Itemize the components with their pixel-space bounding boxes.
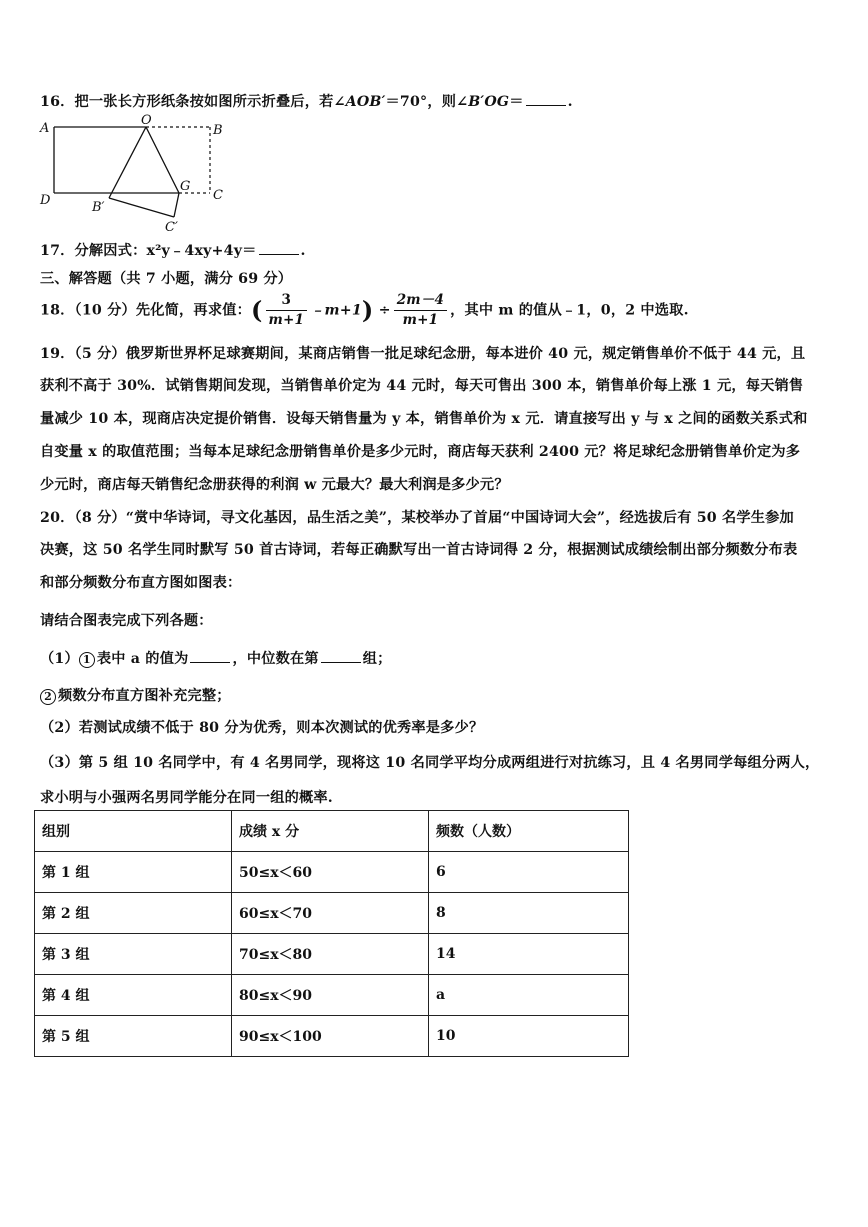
answer-blank xyxy=(259,240,299,255)
table-cell: 6 xyxy=(429,852,629,893)
label-O: O xyxy=(141,113,152,128)
answer-blank xyxy=(190,648,230,663)
circled-number-1: 1 xyxy=(79,652,95,668)
table-row xyxy=(35,934,629,975)
table-header-cell: 组别 xyxy=(35,811,232,852)
answer-blank xyxy=(321,648,361,663)
table-cell: 第 4 组 xyxy=(35,975,232,1016)
answer-blank xyxy=(526,91,566,106)
table-cell: 60≤x＜70 xyxy=(232,893,429,934)
question-17: 17．分解因式：x²y﹣4xy+4y＝ . xyxy=(40,240,306,260)
table-row xyxy=(35,1016,629,1057)
folding-figure xyxy=(34,110,234,234)
edge-OG xyxy=(146,127,179,193)
edge-C2G xyxy=(174,193,179,217)
question-20-line-1: 20．（8 分）“赏中华诗词，寻文化基因，品生活之美”，某校举办了首届“中国诗词大会”，经选拔后有 50 名学生参加 xyxy=(40,510,794,526)
question-19-line-1: 19．（5 分）俄罗斯世界杯足球赛期间，某商店销售一批足球纪念册，每本进价 40 元，规定销售单价不低于 44 元，且 xyxy=(40,346,806,362)
question-18: 18．（10 分）先化简，再求值：( $\frac{3}{m+1}$ ﹣m+1) ÷ $\frac{2m-4}{m+1}$ ，其中 m 的值从﹣1，0，2 中选取. xyxy=(40,292,689,328)
table-cell: 14 xyxy=(429,934,629,975)
edge-B2C2 xyxy=(109,198,174,217)
frequency-table xyxy=(34,810,629,1057)
table-cell: 50≤x＜60 xyxy=(232,852,429,893)
table-cell: 70≤x＜80 xyxy=(232,934,429,975)
question-16: 16．把一张长方形纸条按如图所示折叠后，若∠AOB′＝70°，则∠B′OG＝ . xyxy=(40,91,573,111)
question-20-sub-2: （2）若测试成绩不低于 80 分为优秀，则本次测试的优秀率是多少？ xyxy=(40,720,484,736)
question-20-line-3: 和部分频数分布直方图如图表： xyxy=(40,575,242,591)
table-cell: 8 xyxy=(429,893,629,934)
label-A: A xyxy=(40,121,50,136)
table-cell: 第 3 组 xyxy=(35,934,232,975)
fraction-2: $\frac{2m-4}{m+1}$ xyxy=(394,291,447,330)
label-C: C xyxy=(213,188,223,203)
section-title: 三、解答题（共 7 小题，满分 69 分） xyxy=(40,271,293,287)
question-20-prompt: 请结合图表完成下列各题： xyxy=(40,613,213,629)
question-19-line-4: 自变量 x 的取值范围；当每本足球纪念册销售单价是多少元时，商店每天获利 2400 元？将足球纪念册销售单价定为多 xyxy=(40,444,801,460)
table-row xyxy=(35,852,629,893)
table-cell: a xyxy=(429,975,629,1016)
label-G: G xyxy=(180,179,191,194)
table-cell: 第 5 组 xyxy=(35,1016,232,1057)
table-cell: 第 1 组 xyxy=(35,852,232,893)
label-D: D xyxy=(40,193,51,208)
table-header-cell: 频数（人数） xyxy=(429,811,629,852)
circled-number-2: 2 xyxy=(40,689,56,705)
table-cell: 第 2 组 xyxy=(35,893,232,934)
table-header-cell: 成绩 x 分 xyxy=(232,811,429,852)
table-row xyxy=(35,975,629,1016)
table-header-row xyxy=(35,811,629,852)
question-20-sub-3-line-1: （3）第 5 组 10 名同学中，有 4 名男同学，现将这 10 名同学平均分成两组进行对抗练习，且 4 名男同学每组分两人， xyxy=(40,755,820,771)
question-19-line-5: 少元时，商店每天销售纪念册获得的利润 w 元最大？最大利润是多少元？ xyxy=(40,477,509,493)
question-20-sub-1: （1） 1 表中 a 的值为 ，中位数在第 组； xyxy=(40,648,392,668)
question-19-line-3: 量减少 10 本，现商店决定提价销售．设每天销售量为 y 本，销售单价为 x 元．请直接写出 y 与 x 之间的函数关系式和 xyxy=(40,411,808,427)
question-20-sub-1b: 2 频数分布直方图补充完整； xyxy=(40,685,231,705)
question-19-line-2: 获利不高于 30%．试销售期间发现，当销售单价定为 44 元时，每天可售出 300 本，销售单价每上涨 1 元，每天销售 xyxy=(40,378,804,394)
table-cell: 80≤x＜90 xyxy=(232,975,429,1016)
fraction-1: $\frac{3}{m+1}$ xyxy=(266,291,308,330)
question-20-sub-3-line-2: 求小明与小强两名男同学能分在同一组的概率. xyxy=(40,790,333,806)
label-C-prime: C′ xyxy=(165,220,178,234)
question-20-line-2: 决赛，这 50 名学生同时默写 50 首古诗词，若每正确默写出一首古诗词得 2 分，根据测试成绩绘制出部分频数分布表 xyxy=(40,542,798,558)
edge-OB2 xyxy=(109,127,146,198)
label-B-prime: B′ xyxy=(92,200,105,215)
table-row xyxy=(35,893,629,934)
table-cell: 10 xyxy=(429,1016,629,1057)
label-B: B xyxy=(213,123,223,138)
table-cell: 90≤x＜100 xyxy=(232,1016,429,1057)
